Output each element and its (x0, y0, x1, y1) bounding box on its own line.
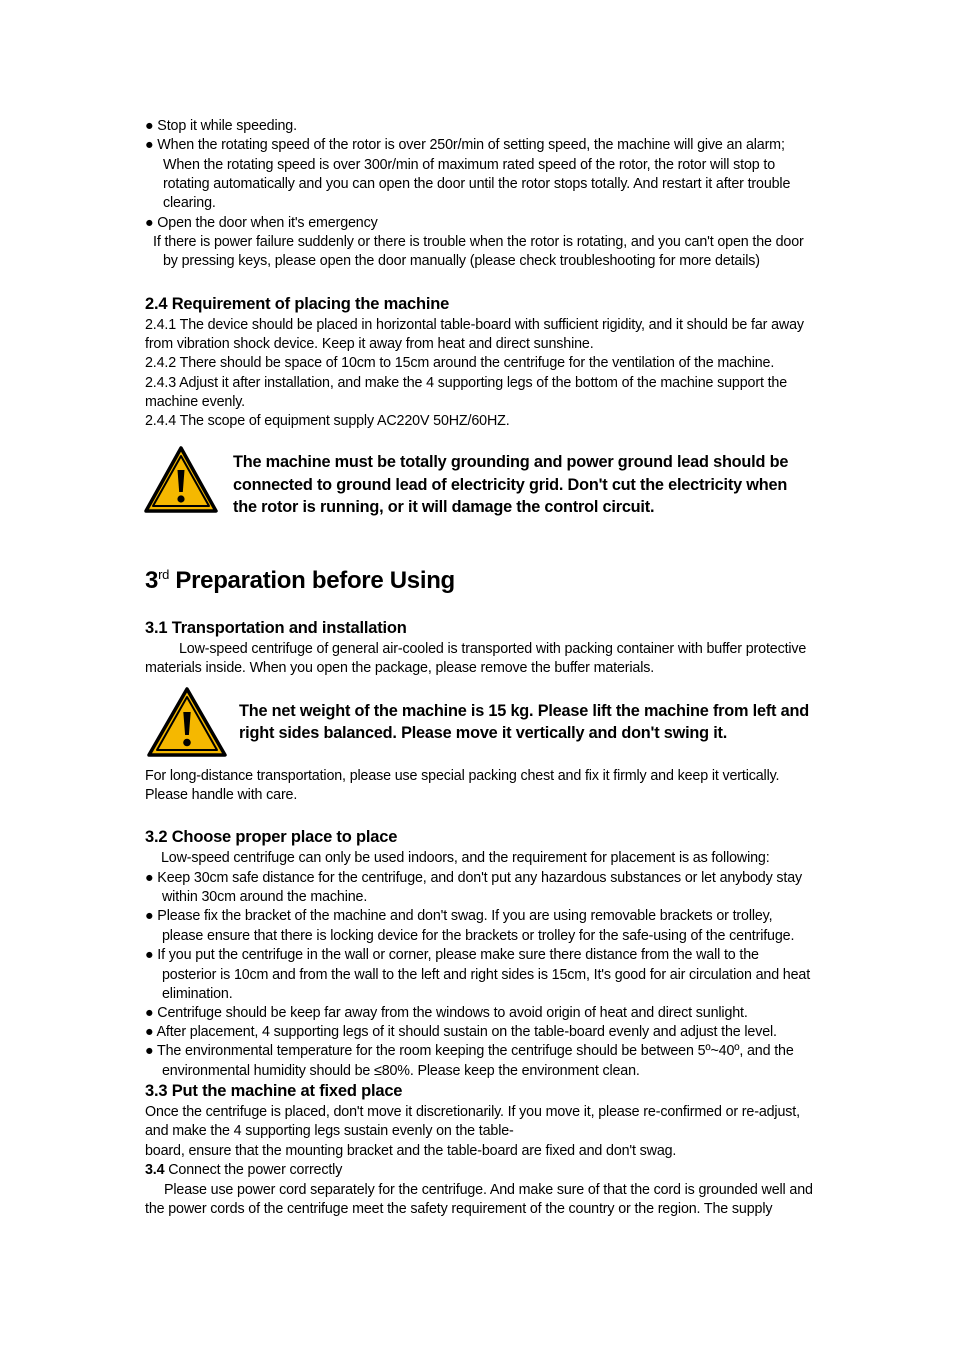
bullet-text-line: If there is power failure suddenly or there is trouble when the rotor is rotating, and you can't open the door (153, 234, 804, 250)
bullet-safe-distance: ● Keep 30cm safe distance for the centrifuge, and don't put any hazardous substances or let anybody stay (145, 870, 803, 886)
paragraph-2-4-3: 2.4.3 Adjust it after installation, and make the 4 supporting legs of the bottom of the machine support the (145, 375, 788, 391)
bullet-level-legs: ● After placement, 4 supporting legs of it should sustain on the table-board evenly and adjust the level. (145, 1024, 777, 1040)
bullet-text-line: When the rotating speed is over 300r/min of maximum rated speed of the rotor, the rotor will stop to (163, 157, 775, 173)
bullet-rotor-speed-alarm: ● When the rotating speed of the rotor is over 250r/min of setting speed, the machine will give an alarm; (145, 137, 785, 153)
bullet-text-line: environmental humidity should be ≤80%. Please keep the environment clean. (162, 1063, 640, 1079)
chapter-heading-3 (145, 567, 455, 595)
section-heading-2-4: 2.4 Requirement of placing the machine (145, 295, 450, 313)
paragraph-3-4: Please use power cord separately for the centrifuge. And make sure of that the cord is grounded well and (164, 1182, 813, 1198)
paragraph-3-1: Low-speed centrifuge of general air-cooled is transported with packing container with buffer protective (179, 641, 807, 657)
paragraph-3-3-cont: board, ensure that the mounting bracket and the table-board are fixed and don't swag. (145, 1143, 677, 1159)
chapter-number-suffix: rd (158, 567, 170, 582)
paragraph-3-1-cont: materials inside. When you open the package, please remove the buffer materials. (145, 660, 655, 676)
paragraph-2-4-1: 2.4.1 The device should be placed in horizontal table-board with sufficient rigidity, and it should be far away (145, 317, 804, 333)
paragraph-3-3-cont: and make the 4 supporting legs sustain evenly on the table- (145, 1123, 514, 1139)
bullet-open-door-emergency: ● Open the door when it's emergency (145, 215, 378, 231)
paragraph-2-4-3-cont: machine evenly. (145, 394, 245, 410)
paragraph-transport: For long-distance transportation, please use special packing chest and fix it firmly and keep it vertically. (145, 768, 780, 784)
bullet-text-line: by pressing keys, please open the door manually (please check troubleshooting for more details) (163, 253, 760, 269)
warning-text-grounding-3: the rotor is running, or it will damage the control circuit. (233, 498, 655, 516)
paragraph-transport-cont: Please handle with care. (145, 787, 298, 803)
section-heading-3-2: 3.2 Choose proper place to place (145, 828, 398, 846)
bullet-temperature: ● The environmental temperature for the room keeping the centrifuge should be between 5º~40º, and the (145, 1043, 794, 1059)
bullet-text-line: elimination. (162, 986, 233, 1002)
bullet-text-line: rotating automatically and you can open the door until the rotor stops totally. And restart it after trouble (163, 176, 791, 192)
bullet-text-line: please ensure that there is locking device for the brackets or trolley for the safe-using of the centrifuge. (162, 928, 795, 944)
bullet-text-line: clearing. (163, 195, 216, 211)
warning-text-weight-2: right sides balanced. Please move it vertically and don't swing it. (239, 724, 728, 742)
warning-text-grounding-2: connected to ground lead of electricity grid. Don't cut the electricity when (233, 476, 788, 494)
paragraph-2-4-1-cont: from vibration shock device. Keep it away from heat and direct sunshine. (145, 336, 594, 352)
section-heading-3-3: 3.3 Put the machine at fixed place (145, 1082, 403, 1100)
section-title-3-4: Connect the power correctly (164, 1162, 343, 1178)
paragraph-3-2-intro: Low-speed centrifuge can only be used indoors, and the requirement for placement is as following: (161, 850, 770, 866)
chapter-number: 3 (145, 567, 159, 594)
paragraph-3-4-cont: the power cords of the centrifuge meet the safety requirement of the country or the region. The supply (145, 1201, 773, 1217)
warning-triangle-icon (146, 686, 228, 758)
paragraph-2-4-4: 2.4.4 The scope of equipment supply AC220V 50HZ/60HZ. (145, 413, 510, 429)
bullet-wall-corner: ● If you put the centrifuge in the wall or corner, please make sure there distance from the wall to the (145, 947, 759, 963)
chapter-title: Preparation before Using (169, 567, 455, 594)
section-number-3-4: 3.4 (145, 1162, 165, 1178)
bullet-stop-while-speeding: ● Stop it while speeding. (145, 118, 297, 134)
bullet-text-line: within 30cm around the machine. (162, 889, 368, 905)
section-heading-3-1: 3.1 Transportation and installation (145, 619, 407, 637)
paragraph-2-4-2: 2.4.2 There should be space of 10cm to 15cm around the centrifuge for the ventilation of the machine. (145, 355, 775, 371)
bullet-fix-bracket: ● Please fix the bracket of the machine and don't swag. If you are using removable brackets or trolley, (145, 908, 773, 924)
warning-text-weight: The net weight of the machine is 15 kg. Please lift the machine from left and (239, 702, 809, 720)
section-heading-3-4 (145, 1161, 342, 1181)
bullet-windows: ● Centrifuge should be keep far away from the windows to avoid origin of heat and direct sunlight. (145, 1005, 748, 1021)
warning-triangle-icon (143, 445, 219, 514)
warning-text-grounding: The machine must be totally grounding and power ground lead should be (233, 453, 789, 471)
bullet-text-line: posterior is 10cm and from the wall to the left and right sides is 15cm, It's good for air circulation and heat (162, 967, 811, 983)
paragraph-3-3: Once the centrifuge is placed, don't move it discretionarily. If you move it, please re-confirmed or re-adjust, (145, 1104, 800, 1120)
